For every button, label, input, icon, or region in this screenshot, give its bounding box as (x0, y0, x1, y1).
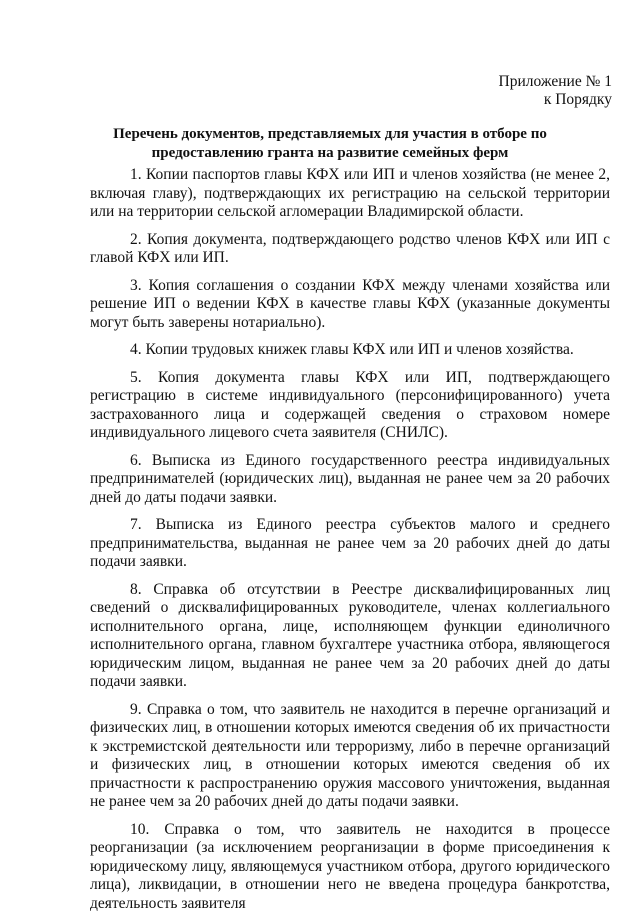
list-item: 6. Выписка из Единого государственного реестра индивидуальных предпринимателей (юридических лиц), выданная не ранее чем за 20 рабочих дней до даты подачи заявки. (90, 451, 610, 506)
list-item: 10. Справка о том, что заявитель не находится в процессе реорганизации (за исключением реорганизации в форме присоединения к юридическому лицу, являющемуся участником отбора, другого юридического лица), ликвидации, в отношении него не введена процедура банкротства, деятельность заявителя (90, 820, 610, 912)
appendix-reference (499, 73, 612, 109)
list-item: 8. Справка об отсутствии в Реестре дисквалифицированных лиц сведений о дисквалифицированных руководителе, членах коллегиального исполнительного органа, лице, исполняющем функции единоличного исполнительного органа, главном бухгалтере участника отбора, являющегося юридическим лицом, выданная не ранее чем за 20 рабочих дней до даты подачи заявки. (90, 580, 610, 690)
list-item: 3. Копия соглашения о создании КФХ между членами хозяйства или решение ИП о ведении КФХ в качестве главы КФХ (указанные документы могут быть заверены нотариально). (90, 276, 610, 331)
list-item: 2. Копия документа, подтверждающего родство членов КФХ или ИП с главой КФХ или ИП. (90, 230, 610, 266)
appendix-number: Приложение № 1 (498, 73, 612, 90)
list-item: 5. Копия документа главы КФХ или ИП, подтверждающего регистрацию в системе индивидуального (персонифицированного) учета застрахованного лица и содержащей сведения о страховом номере индивидуального лицевого счета заявителя (СНИЛС). (90, 368, 610, 441)
list-item: 9. Справка о том, что заявитель не находится в перечне организаций и физических лиц, в отношении которых имеются сведения об их причастности к экстремистской деятельности или терроризму, либо в перечне организаций и физических лиц, в отношении которых имеются сведения об их причастности к распространению оружия массового уничтожения, выданная не ранее чем за 20 рабочих дней до даты подачи заявки. (90, 700, 610, 810)
title-line-1: Перечень документов, представляемых для участия в отборе по (113, 126, 547, 142)
list-item: 4. Копии трудовых книжек главы КФХ или ИП и членов хозяйства. (130, 341, 574, 358)
document-title (80, 125, 580, 163)
documents-list (90, 166, 610, 922)
list-item: 7. Выписка из Единого реестра субъектов малого и среднего предпринимательства, выданная не ранее чем за 20 рабочих дней до даты подачи заявки. (90, 516, 610, 570)
list-item: 1. Копии паспортов главы КФХ или ИП и членов хозяйства (не менее 2, включая главу), подтверждающих их регистрацию на сельской территории или на территории сельской агломерации Владимирской области. (90, 166, 610, 220)
appendix-order: к Порядку (543, 91, 612, 108)
title-line-2: предоставлению гранта на развитие семейных ферм (151, 145, 509, 161)
